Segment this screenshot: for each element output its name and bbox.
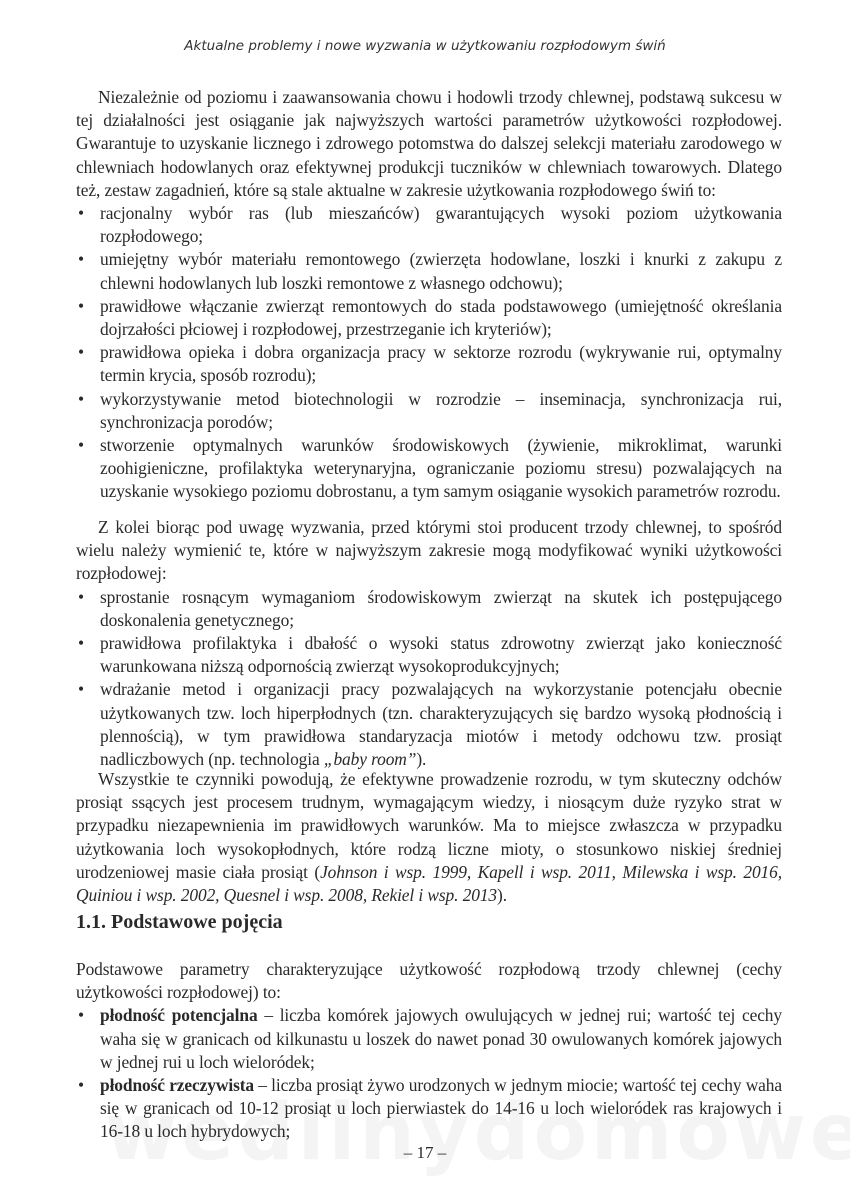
list-item: • prawidłowa profilaktyka i dbałość o wysoki status zdrowotny zwierząt jako konieczność warunkowana niższą odpornością zwierząt wysokoprodukcyjnych; xyxy=(76,632,782,678)
paragraph: Podstawowe parametry charakteryzujące użytkowość rozpłodową trzody chlewnej (cechy użytkowości rozpłodowej) to: xyxy=(76,959,782,1003)
citations: Johnson i wsp. 1999, Kapell i wsp. 2011, Milewska i wsp. 2016, Quiniou i wsp. 2002, Quesnel i wsp. 2008, Rekiel i wsp. 2013 xyxy=(76,861,782,906)
section-challenges xyxy=(76,516,782,771)
page-number: – 17 – xyxy=(403,1143,447,1162)
list-item: • umiejętny wybór materiału remontowego (zwierzęta hodowlane, loszki i knurki z zakupu z chlewni hodowlanych lub loszki remontowe z własnego odchowu); xyxy=(76,248,782,294)
list-item: • racjonalny wybór ras (lub mieszańców) gwarantujących wysoki poziom użytkowania rozpłodowego; xyxy=(76,202,782,248)
bullet-list-issues xyxy=(76,202,782,504)
definition-item: • płodność rzeczywista – liczba prosiąt żywo urodzonych w jednym miocie; wartość tej cechy waha się w granicach od 10-12 prosiąt u loch pierwiastek do 14-16 u loch wieloródek ras krajowych i 16-18 u loch hybrydowych; xyxy=(76,1074,782,1144)
list-item: • wykorzystywanie metod biotechnologii w rozrodzie – inseminacja, synchronizacja rui, synchronizacja porodów; xyxy=(76,388,782,434)
watermark xyxy=(105,1088,850,1178)
list-item: • prawidłowe włączanie zwierząt remontowych do stada podstawowego (umiejętność określania dojrzałości płciowej i rozpłodowej, przestrzeganie ich kryteriów); xyxy=(76,295,782,341)
list-item: • stworzenie optymalnych warunków środowiskowych (żywienie, mikroklimat, warunki zoohigieniczne, profilaktyka weterynaryjna, ograniczanie poziomu stresu) pozwalających na uzyskanie wysokiego poziomu dobrostanu, a tym samym osiąganie wysokich parametrów rozrodu. xyxy=(76,434,782,504)
list-item: • wdrażanie metod i organizacji pracy pozwalających na wykorzystanie potencjału obecnie użytkowanych tzw. loch hiperpłodnych (tzn. charakteryzujących się bardzo wysoką płodnością i plennością), w tym prawidłowa standaryzacja miotów i metody odchowu tzw. prosiąt nadliczbowych (np. technologia „baby room”). xyxy=(76,678,782,771)
section-intro xyxy=(76,86,782,504)
section-heading: 1.1. Podstawowe pojęcia xyxy=(76,911,283,933)
definition-term: płodność potencjalna xyxy=(100,1005,258,1026)
paragraph: Z kolei biorąc pod uwagę wyzwania, przed którymi stoi producent trzody chlewnej, to spośród wielu należy wymienić te, które w najwyższym zakresie mogą modyfikować wyniki użytkowości rozpłodowej: xyxy=(76,517,782,584)
paragraph: Niezależnie od poziomu i zaawansowania chowu i hodowli trzody chlewnej, podstawą sukcesu w tej działalności jest osiąganie jak najwyższych wartości parametrów użytkowości rozpłodowej. Gwarantuje to uzyskanie licznego i zdrowego potomstwa do dalszej selekcji materiału zarodowego w chlewniach hodowlanych oraz efektywnej produkcji tuczników w chlewniach towarowych. Dlatego też, zestaw zagadnień, które są stale aktualne w zakresie użytkowania rozpłodowego świń to: xyxy=(76,87,782,200)
italic-term: „baby room” xyxy=(323,749,417,770)
list-item: • sprostanie rosnącym wymaganiom środowiskowym zwierząt na skutek ich postępującego doskonalenia genetycznego; xyxy=(76,586,782,632)
definition-item: • płodność potencjalna – liczba komórek jajowych owulujących w jednej rui; wartość tej cechy waha się w granicach od kilkunastu u loszek do nawet ponad 30 owulowanych komórek jajowych w jednej rui u loch wieloródek; xyxy=(76,1004,782,1074)
list-item: • prawidłowa opieka i dobra organizacja pracy w sektorze rozrodu (wykrywanie rui, optymalny termin krycia, sposób rozrodu); xyxy=(76,341,782,387)
section-factors xyxy=(76,768,782,907)
running-header: Aktualne problemy i nowe wyzwania w użytkowaniu rozpłodowym świń xyxy=(184,38,666,54)
definition-term: płodność rzeczywista xyxy=(100,1075,255,1096)
paragraph: Wszystkie te czynniki powodują, że efektywne prowadzenie rozrodu, w tym skuteczny odchów prosiąt ssących jest procesem trudnym, wymagającym wiedzy, i niosącym duże ryzyko strat w przypadku niezapewnienia im prawidłowych warunków. Ma to miejsce zwłaszcza w przypadku użytkowania loch wysokopłodnych, które rodzą liczne mioty, o stosunkowo niskiej średniej urodzeniowej masie ciała prosiąt (Johnson i wsp. 1999, Kapell i wsp. 2011, Milewska i wsp. 2016, Quiniou i wsp. 2002, Quesnel i wsp. 2008, Rekiel i wsp. 2013). xyxy=(76,769,782,906)
bullet-list-challenges xyxy=(76,586,782,772)
